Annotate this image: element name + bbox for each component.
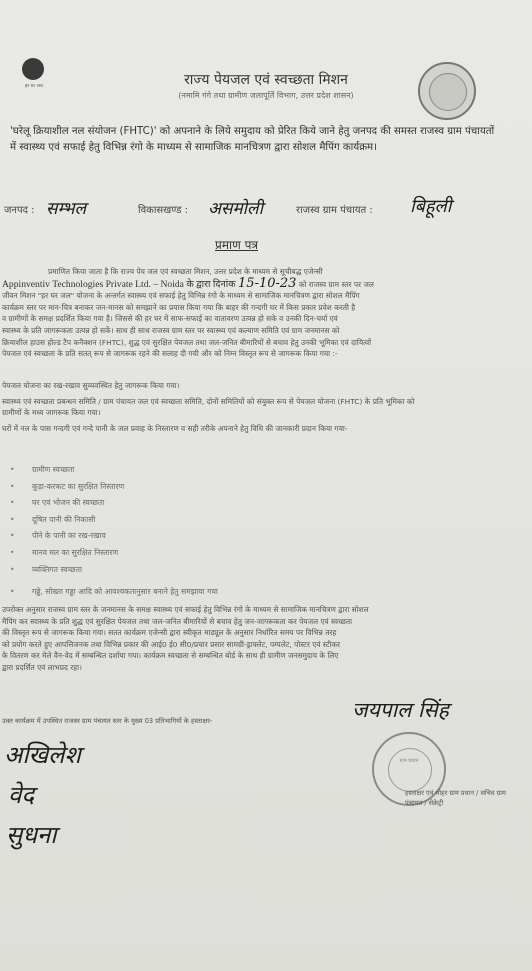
paragraph-1: प्रमाणित किया जाता है कि राज्य पेय जल एवं स्वच्छता मिशन, उत्तर प्रदेश के माध्यम से सूचीबद्ध एजेन्सी Appinventiv Technologies Private Ltd. – Noida के द्वारा दिनांक 15-10-23 को राजस्व ग्राम स्तर पर जल जीवन मिशन "हर घर जल" योजना के अन्तर्गत स्वास्थ्य एवं सफाई हेतु विभिन्न रंगो के माध्यम से सामाजिक मानचित्रण द्वारा सोशल मैपिंग कार्यक्रम स्तर पर मान-चित्र बनाकर जन-मानस को समझाने का प्रयास किया गया कि बाहर की गन्दगी घर में किस प्रकार प्रवेश करती है व ग्रामीणों के समक्ष प्रदर्शित किया गया है। जिससे की हर घर में साफ-सफाई का वातावरण उत्पन्न हो सके व उनकी दिन-चर्या एवं स्वास्थ्य के प्रति जागरूकता उत्पन्न हो सकें। साथ ही साथ राजस्व ग्राम स्तर पर स्वास्थ्य एवं कल्याण समिति एवं ग्राम जनमानस को क्रियाशील हाउस होल्ड टैप कनैक्शन (FHTC), शुद्ध एवं सुरक्षित पेयजल तथा जल-जनित बीमारियों से बचाव हेतु उनकी भूमिका एवं दायित्वों पेयजल एवं स्वच्छता के प्रति सतत् रूप से जागरूक रहने की सलाह दी गयी और को निम्न विस्तृत रूप से जागरूक किया गया :-: [2, 267, 374, 359]
header-subtitle: (नमामि गंगे तथा ग्रामीण जलापूर्ति विभाग, उत्तर प्रदेश शासन): [178, 91, 354, 100]
header-title: राज्य पेयजल एवं स्वच्छता मिशन: [184, 72, 348, 88]
logo-caption: हर घर जल: [25, 84, 43, 89]
participant-signature-1: अखिलेश: [4, 741, 81, 769]
block-value: असमोली: [208, 199, 263, 219]
list-item: • व्यक्तिगत स्वच्छता: [10, 562, 310, 579]
list-item: • घर एवं भोजन की स्वच्छता: [10, 495, 310, 512]
list-item: • गढ्ढे, सोख्ता गड्ढा आदि को आवश्यकतानुसार बनाने हेतु समझाया गया: [10, 584, 310, 601]
paragraph-3: उपरोक्त अनुसार राजस्व ग्राम स्तर के जनमानस के समक्ष स्वास्थ्य एवं सफाई हेतु विभिन्न रंगो के माध्यम से सामाजिक मानचित्रण द्वारा सोशल मैपिंग कर स्वास्थ्य के प्रति शुद्ध एवं सुरक्षित पेयजल तथा जल-जनित बीमारियों से बचाव हेतु जन-जागरूकता कर पेयजल एवं स्वच्छता की विस्तृत रूप से जागरूक किया गया। सतत कार्यक्रम एजेन्सी द्वारा स्वीकृत माड्यूल के अनुसार निर्धारित समय पर विभिन्न तरह को प्रयोग करते हुए आपत्तिजनक तथा विभिन्न प्रकार की आई0 ई0 सी0/प्रचार प्रसार सामग्री-ड्राफ्लेट, पम्पलेट, पोस्टर एवं स्टीकर के वितरण कर मेले वैन-वेद में सम्बन्धित दर्शाया गया। कार्यक्रम स्वच्छता से सम्बन्धित बोर्ड के साथ ही ग्रामीण जनसमुदाय के लिए द्वारा प्रदर्शित एवं लाभप्रद रहा।: [2, 605, 369, 672]
pradhan-signature: जयपाल सिंह: [352, 698, 449, 722]
attendance-note: उक्त कार्यक्रम में उपस्थित राजस्व ग्राम पंचायत स्तर के मुख्य 03 प्रतिभागियों के हस्ताक्षर-: [2, 717, 213, 725]
list-item: • मानव मल का सुरक्षित निस्तारण: [10, 545, 310, 562]
list-item: • दूषित पानी की निकासी: [10, 512, 310, 529]
location-fields: [4, 198, 524, 224]
certificate-title: प्रमाण पत्र: [215, 238, 259, 252]
participant-signature-2: वेद: [8, 781, 35, 809]
program-date: 15-10-23: [238, 275, 297, 291]
participant-signature-3: सुधना: [6, 821, 57, 849]
list-item: • कूड़ा-करकट का सुरक्षित निस्तारण: [10, 479, 310, 496]
panchayat-value: बिहूली: [410, 196, 452, 217]
list-item: • पीने के पानी का रख-रखाव: [10, 528, 310, 545]
district-label: जनपद :: [4, 205, 35, 216]
district-value: सम्भल: [46, 199, 87, 219]
list-item: • ग्रामीण स्वच्छता: [10, 462, 310, 479]
programme-topic: 'घरेलू क्रियाशील नल संयोजन (FHTC)' को अपनाने के लिये समुदाय को प्रेरित किये जाने हेतु जनपद की समस्त राजस्व ग्राम पंचायतों में स्वास्थ्य एवं सफाई हेतु विभिन्न रंगो के माध्यम से सामाजिक मानचित्रण द्वारा सोशल मैपिंग कार्यक्रम।: [10, 126, 495, 153]
block-label: विकासखण्ड :: [138, 205, 189, 216]
awareness-topics-list: [10, 462, 310, 601]
official-stamp-icon: ग्राम प्रधान: [372, 732, 446, 806]
paragraph-2: पेयजल योजना का रख-रखाव सुव्यवस्थित हेतु जागरूक किया गया। स्वास्थ्य एवं स्वच्छता प्रबन्धन समिति / ग्राम पंचायत जल एवं स्वच्छता समिति, दोनों समितियों को संयुक्त रूप से पेयजल योजना (FHTC) के प्रति भूमिका को ग्रामीणों के मध्य जागरूक किया गया। घरों में नल के पास गन्दगी एवं गन्दे पानी के जल प्रवाह के निस्तारण व सही तरीके अपनाने हेतु विधि की जानकारी प्रदान किया गया-: [2, 381, 415, 433]
panchayat-label: राजस्व ग्राम पंचायत :: [296, 205, 373, 216]
signatory-label: हस्ताक्षर एवं मोहर ग्राम प्रधान / सचिव ग्राम पंचायत / सेक्रेट्री: [405, 789, 506, 807]
